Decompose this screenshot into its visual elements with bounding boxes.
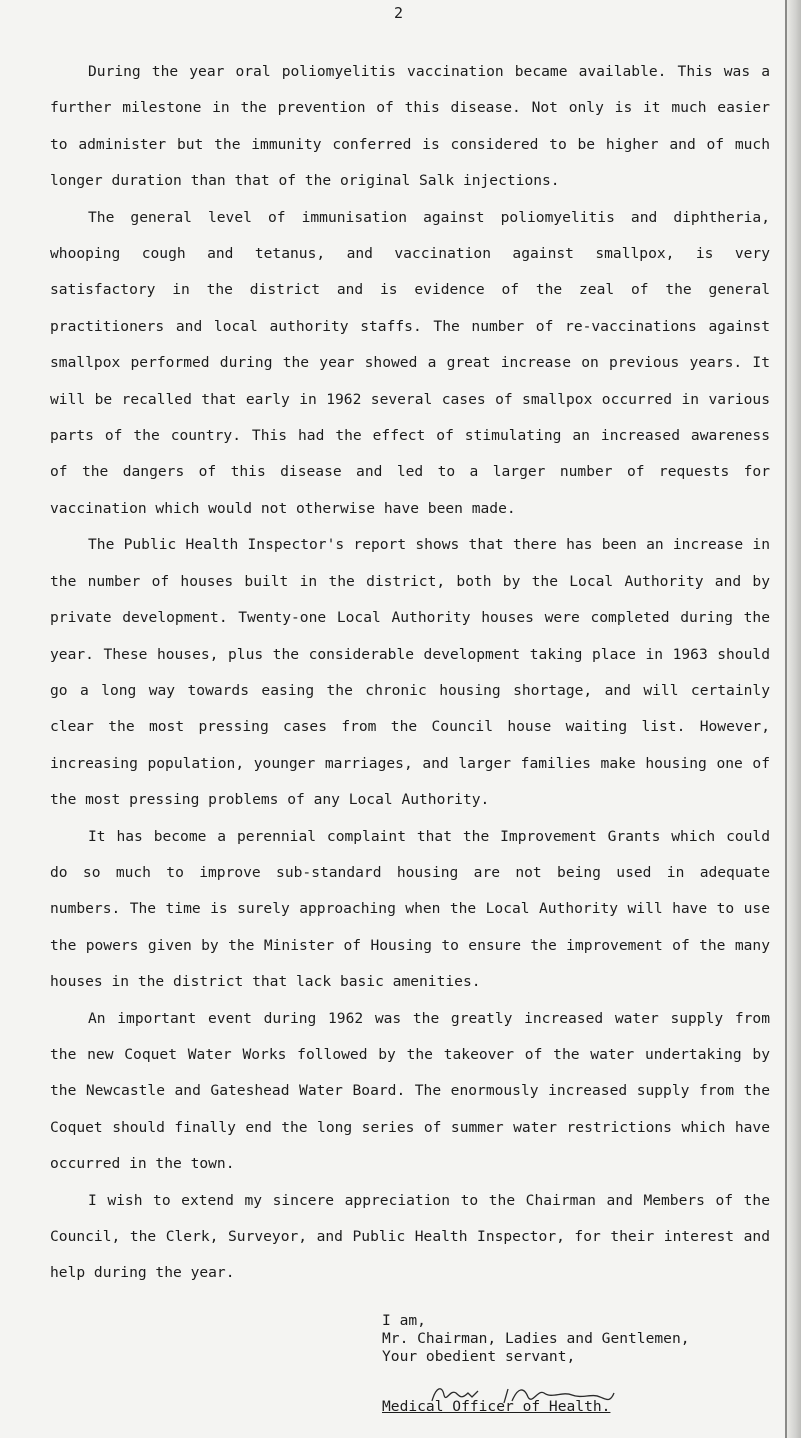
- closing-officer-title: Medical Officer of Health.: [382, 1398, 611, 1415]
- signature-scribble: [372, 1381, 672, 1407]
- report-body: [50, 54, 770, 1292]
- paragraph-improvement-grants: It has become a perennial complaint that the Improvement Grants which could do so much to improve sub-standard housing are not being used in adequate numbers. The time is surely approaching when the Local Authority will have to use the powers given by the Minister of Housing to ensure the improvement of the many houses in the district that lack basic amenities.: [50, 827, 770, 991]
- paragraph-appreciation: I wish to extend my sincere appreciation to the Chairman and Members of the Council, the Clerk, Surveyor, and Public Health Inspector, for their interest and help during the year.: [50, 1191, 770, 1282]
- closing-i-am: I am,: [382, 1312, 426, 1329]
- paragraph-water-supply: An important event during 1962 was the greatly increased water supply from the new Coquet Water Works followed by the takeover of the water undertaking by the Newcastle and Gateshead Water Board. The enormously increased supply from the Coquet should finally end the long series of summer water restrictions which have occurred in the town.: [50, 1009, 770, 1173]
- page-edge-shadow: [785, 0, 801, 1438]
- closing-salutation: Mr. Chairman, Ladies and Gentlemen,: [382, 1330, 690, 1347]
- paragraph-housing: The Public Health Inspector's report shows that there has been an increase in the number of houses built in the district, both by the Local Authority and by private development. Twenty-one Local Authority houses were completed during the year. These houses, plus the considerable development taking place in 1963 should go a long way towards easing the chronic housing shortage, and will certainly clear the most pressing cases from the Council house waiting list. However, increasing population, younger marriages, and larger families make housing one of the most pressing problems of any Local Authority.: [50, 536, 770, 809]
- paragraph-immunisation: The general level of immunisation against poliomyelitis and diphtheria, whooping cough and tetanus, and vaccination against smallpox, is very satisfactory in the district and is evidence of the zeal of the general practitioners and local authority staffs. The number of re-vaccinations against smallpox performed during the year showed a great increase on previous years. It will be recalled that early in 1962 several cases of smallpox occurred in various parts of the country. This had the effect of stimulating an increased awareness of the dangers of this disease and led to a larger number of requests for vaccination which would not otherwise have been made.: [50, 208, 770, 517]
- handwritten-signature: [372, 1381, 672, 1407]
- closing-obedient-servant: Your obedient servant,: [382, 1348, 576, 1365]
- page-number: 2: [394, 4, 404, 22]
- paragraph-polio-vaccination: During the year oral poliomyelitis vaccination became available. This was a further milestone in the prevention of this disease. Not only is it much easier to administer but the immunity conferred is considered to be higher and of much longer duration than that of the original Salk injections.: [50, 63, 770, 190]
